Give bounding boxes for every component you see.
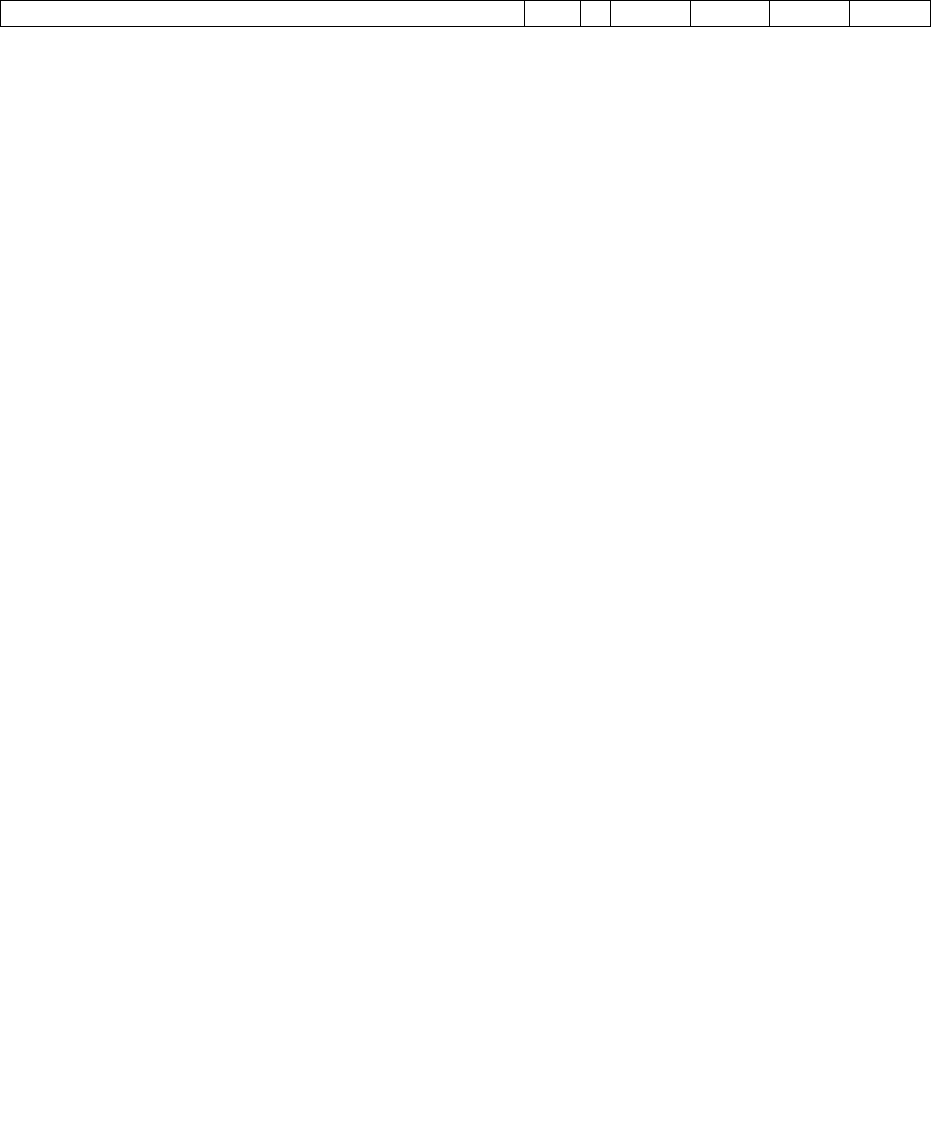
kolo-label (525, 0, 581, 27)
league-title (0, 0, 525, 27)
kolo-value (581, 0, 611, 27)
title-bar (0, 0, 931, 27)
poen-header (850, 0, 931, 27)
top-blank (611, 0, 691, 27)
mec-header (691, 0, 770, 27)
set-header (770, 0, 850, 27)
